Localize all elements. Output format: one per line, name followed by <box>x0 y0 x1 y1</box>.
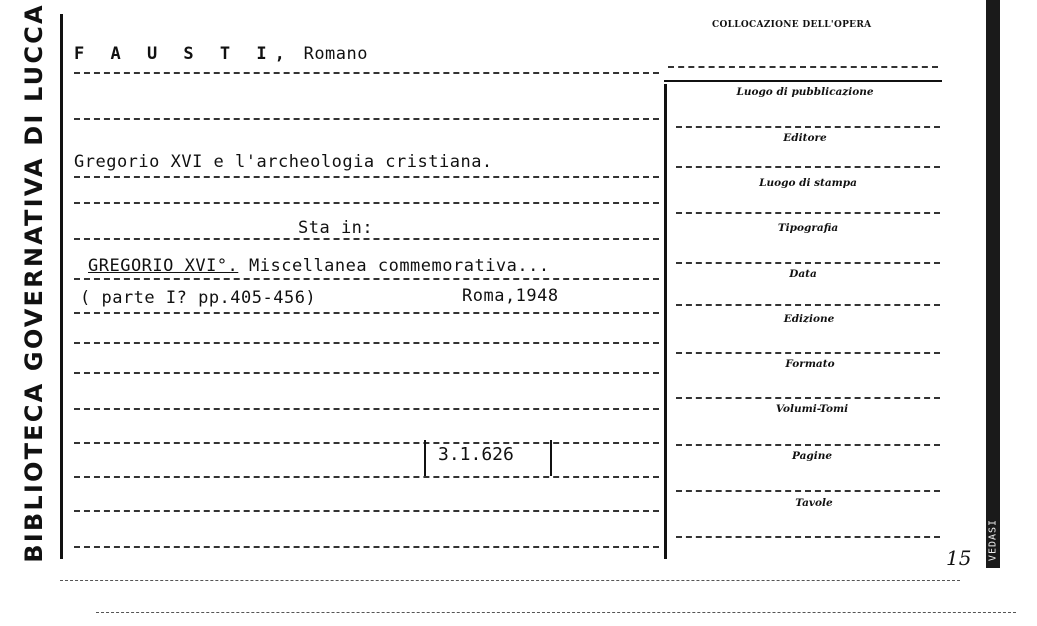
right-column-top-rule <box>664 80 942 82</box>
bottom-edge-line <box>60 580 960 581</box>
field-label-data: Data <box>789 268 817 280</box>
edge-text: VEDASI <box>987 518 999 562</box>
collocation-line <box>668 66 938 68</box>
ruled-line <box>74 118 659 120</box>
place-date: Roma,1948 <box>462 286 559 306</box>
pages-info: ( parte I? pp.405-456) <box>80 288 317 308</box>
field-label-pagine: Pagine <box>791 450 833 462</box>
field-label-editore: Editore <box>783 132 827 144</box>
ruled-line <box>74 72 659 74</box>
call-number: 3.1.626 <box>438 444 514 465</box>
field-line <box>676 126 940 128</box>
field-line <box>676 490 940 492</box>
field-line <box>676 397 940 399</box>
ruled-line <box>74 278 659 280</box>
ruled-line <box>74 408 659 410</box>
bottom-edge-line <box>96 612 1016 613</box>
library-name: BIBLIOTECA GOVERNATIVA DI LUCCA <box>20 2 48 563</box>
field-label-edizione: Edizione <box>783 313 835 325</box>
host-title-main: GREGORIO XVI°. <box>88 256 239 276</box>
author-name: Romano <box>303 44 368 64</box>
field-line <box>676 212 940 214</box>
field-label-luogo-pubblicazione: Luogo di pubblicazione <box>736 86 874 98</box>
stamp-mark: 15 <box>946 546 972 570</box>
right-edge-strip <box>986 0 1000 568</box>
ruled-line <box>74 312 659 314</box>
ruled-line <box>74 510 659 512</box>
field-label-tavole: Tavole <box>795 497 833 509</box>
field-line <box>676 166 940 168</box>
ruled-line <box>74 342 659 344</box>
ruled-line <box>74 176 659 178</box>
field-column-divider <box>664 84 667 559</box>
field-line <box>676 262 940 264</box>
field-label-volumi-tomi: Volumi-Tomi <box>775 403 849 415</box>
author-line <box>74 44 368 64</box>
library-name-vertical <box>14 0 54 565</box>
ruled-line <box>74 238 659 240</box>
sta-in-label: Sta in: <box>298 218 374 238</box>
host-title-line <box>88 256 550 276</box>
ruled-line <box>74 372 659 374</box>
field-label-luogo-stampa: Luogo di stampa <box>759 177 857 189</box>
field-line <box>676 304 940 306</box>
field-line <box>676 444 940 446</box>
collocation-label: COLLOCAZIONE DELL'OPERA <box>712 20 872 30</box>
field-line <box>676 536 940 538</box>
field-line <box>676 352 940 354</box>
work-title: Gregorio XVI e l'archeologia cristiana. <box>74 152 493 172</box>
ruled-line <box>74 546 659 548</box>
ruled-line <box>74 476 659 478</box>
left-margin-line <box>60 14 63 559</box>
field-label-formato: Formato <box>785 358 835 370</box>
call-number-box <box>424 440 552 476</box>
ruled-line <box>74 202 659 204</box>
host-title-rest: Miscellanea commemorativa... <box>238 256 550 276</box>
ruled-line <box>74 442 659 444</box>
field-label-tipografia: Tipografia <box>777 222 839 234</box>
title-line <box>74 152 493 172</box>
author-surname: F A U S T I, <box>74 44 293 64</box>
pages-line <box>80 288 316 308</box>
